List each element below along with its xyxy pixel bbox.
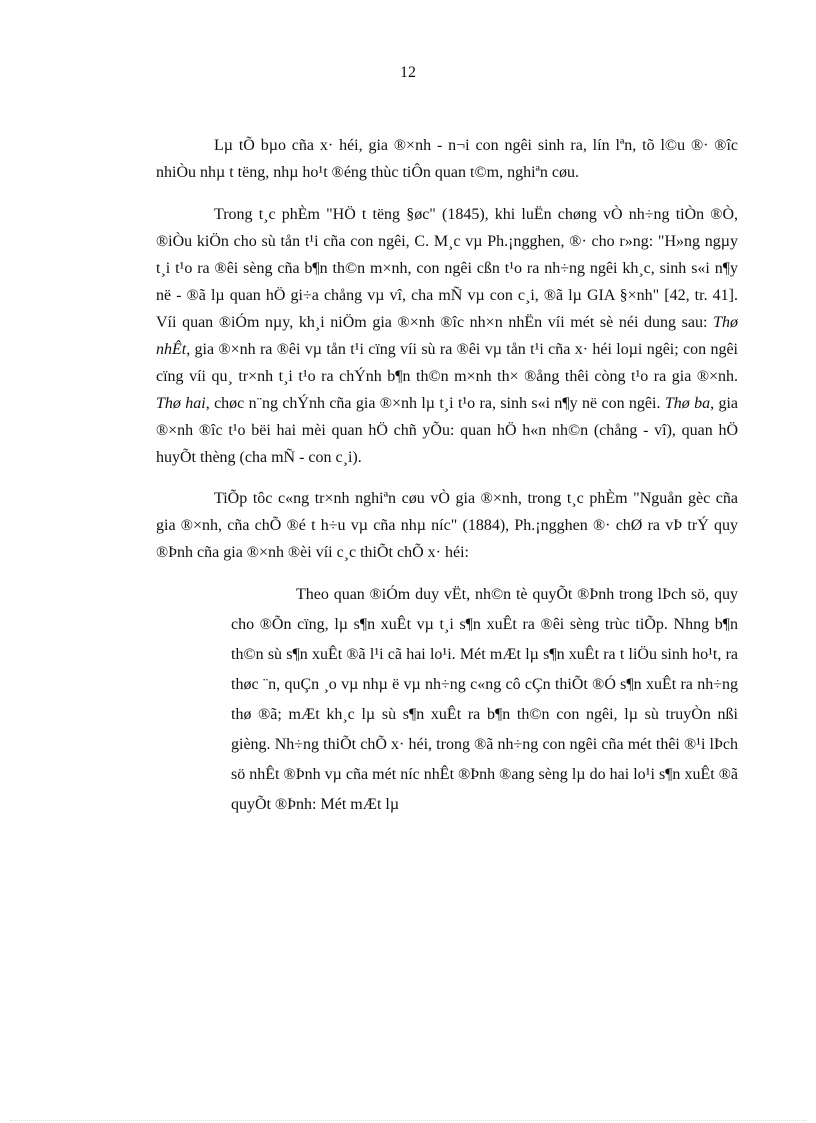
page-bottom-border	[10, 1120, 806, 1121]
paragraph-1	[156, 132, 738, 186]
paragraph-3	[156, 485, 738, 566]
paragraph-2-text-b: , gia ®×nh ra ®êi vµ tån t¹i cïng víi sù ra ®êi vµ tån t¹i cña x· héi loµi ngêi; con ngêi cïng víi qu¸ tr×nh t¸i t¹o ra chÝnh b¶n th©n m×nh th× ®ång thêi còng t¹o ra gia ®×nh.	[156, 341, 738, 385]
body-text	[156, 132, 738, 820]
paragraph-2-italic-first: Thø nhÊt	[156, 314, 738, 358]
paragraph-2	[156, 201, 738, 471]
paragraph-2-text-a: Trong t¸c phÈm "HÖ t tëng §øc" (1845), khi luËn chøng vÒ nh÷ng tiÒn ®Ò, ®iÒu kiÖn cho sù tån t¹i cña con ngêi, C. M¸c vµ Ph.¡ngghen, ®· cho r»ng: "H»ng ngµy t¸i t¹o ra ®êi sèng cña b¶n th©n m×nh, con ngêi cßn t¹o ra nh÷ng ngêi kh¸c, sinh s«i n¶y në - ®ã lµ quan hÖ gi÷a chång vµ vî, cha mÑ vµ con c¸i, ®ã lµ GIA §×nh" [42, tr. 41]. Víi quan ®iÓm nµy, kh¸i niÖm gia ®×nh ®îc nh×n nhËn víi mét sè néi dung sau:	[156, 206, 738, 331]
paragraph-2-text-c: , chøc n¨ng chÝnh cña gia ®×nh lµ t¸i t¹o ra, sinh s«i n¶y në con ngêi.	[205, 395, 665, 412]
paragraph-1-text: Lµ tÕ bµo cña x· héi, gia ®×nh - n¬i con ngêi sinh ra, lín lªn, tõ l©u ®· ®îc nhiÒu nhµ t tëng, nhµ ho¹t ®éng thùc tiÔn quan t©m, nghiªn cøu.	[156, 137, 738, 181]
paragraph-2-text-d: , gia ®×nh ®îc t¹o bëi hai mèi quan hÖ chñ yÕu: quan hÖ h«n nh©n (chång - vî), quan hÖ huyÕt thèng (cha mÑ - con c¸i).	[156, 395, 738, 466]
paragraph-3-text: TiÕp tôc c«ng tr×nh nghiªn cøu vÒ gia ®×nh, trong t¸c phÈm "Nguån gèc cña gia ®×nh, cña chÕ ®é t h÷u vµ cña nhµ níc" (1884), Ph.¡ngghen ®· chØ ra vÞ trÝ quy ®Þnh cña gia ®×nh ®èi víi c¸c thiÕt chÕ x· héi:	[156, 490, 738, 561]
paragraph-2-italic-second: Thø hai	[156, 395, 206, 412]
page-number: 12	[400, 64, 416, 81]
paragraph-2-italic-third: Thø ba	[664, 395, 711, 412]
block-quote: Theo quan ®iÓm duy vËt, nh©n tè quyÕt ®Þnh trong lÞch sö, quy cho ®Õn cïng, lµ s¶n xuÊt vµ t¸i s¶n xuÊt ra ®êi sèng trùc tiÕp. Nhng b¶n th©n sù s¶n xuÊt ®ã l¹i cã hai lo¹i. Mét mÆt lµ s¶n xuÊt ra t liÖu sinh ho¹t, ra thøc ¨n, quÇn ¸o vµ nhµ ë vµ nh÷ng c«ng cô cÇn thiÕt ®Ó s¶n xuÊt ra nh÷ng thø ®ã; mÆt kh¸c lµ sù s¶n xuÊt ra b¶n th©n con ngêi, lµ sù truyÒn nßi gièng. Nh÷ng thiÕt chÕ x· héi, trong ®ã nh÷ng con ngêi cña mét thêi ®¹i lÞch sö nhÊt ®Þnh vµ cña mét níc nhÊt ®Þnh ®ang sèng lµ do hai lo¹i s¶n xuÊt ®ã quyÕt ®Þnh: Mét mÆt lµ	[231, 586, 738, 813]
